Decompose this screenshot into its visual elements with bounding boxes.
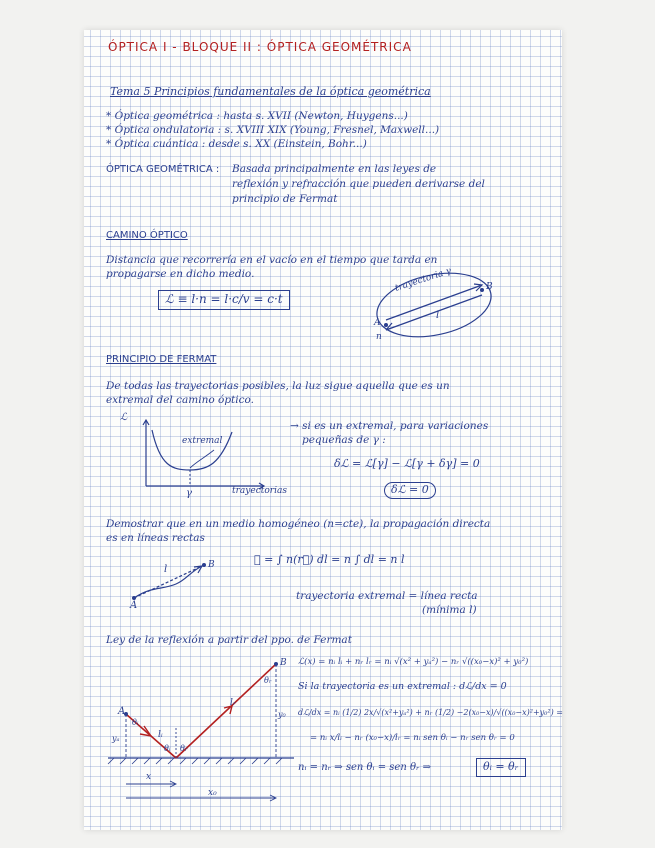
homog-label-A: A [130, 600, 138, 611]
fermat-gamma-label: γ [186, 488, 192, 499]
fermat-heading: PRINCIPIO DE FERMAT [106, 354, 217, 365]
homog-label-B: B [208, 560, 215, 570]
notebook-page [84, 30, 562, 830]
homog-res-1: trayectoria extremal = línea recta [296, 590, 478, 602]
bullet-3: * Óptica cuántica : desde s. XX (Einstein, Bohr...) [106, 138, 367, 150]
bullet-1: * Óptica geométrica : hasta s. XVII (Newton, Huygens...) [106, 110, 408, 122]
reflexion-result: θᵢ = θᵣ [476, 758, 526, 777]
bullet-2: * Óptica ondulatoria : s. XVIII XIX (Young, Fresnel, Maxwell...) [106, 124, 440, 136]
reflexion-label-ti: θᵢ [132, 718, 139, 727]
reflexion-label-B: B [280, 658, 287, 668]
geo-label: ÓPTICA GEOMÉTRICA : [106, 164, 220, 175]
camino-heading: CAMINO ÓPTICO [106, 230, 188, 241]
page-header: ÓPTICA I - BLOQUE II : ÓPTICA GEOMÉTRICA [108, 40, 412, 54]
camino-label-n: n [376, 332, 382, 342]
fermat-def-2: extremal del camino óptico. [106, 394, 254, 406]
reflexion-label-x: x [146, 772, 152, 782]
fermat-axis-x: trayectorias [232, 486, 287, 496]
homog-label-l: l [164, 564, 168, 575]
reflexion-eq-2: Si la trayectoria es un extremal : dℒ/dx = 0 [298, 681, 507, 692]
fermat-note-1: → si es un extremal, para variaciones [290, 420, 489, 432]
fermat-axis-y: ℒ [120, 412, 128, 423]
homog-diagram [124, 550, 224, 610]
geo-text-3: principio de Fermat [232, 193, 338, 205]
camino-formula: ℒ ≡ l·n = l·c/v = c·t [158, 290, 290, 310]
camino-def-1: Distancia que recorrería en el vacío en el tiempo que tarda en [106, 254, 438, 266]
fermat-note-2: pequeñas de γ : [302, 434, 386, 446]
reflexion-label-yb: y₀ [278, 710, 286, 719]
reflexion-eq-1: ℒ(x) = nᵢ lᵢ + nᵣ lᵣ = nᵢ √(x² + yₐ²) − nᵣ √((x₀−x)² + y₀²) [298, 657, 529, 667]
homog-res-2: (mínima l) [422, 604, 477, 616]
topic-title: Tema 5 Principios fundamentales de la óptica geométrica [110, 85, 431, 98]
homog-line-2: es en líneas rectas [106, 532, 205, 544]
reflexion-label-thi: θᵢ [164, 744, 171, 753]
fermat-eq-2: δℒ = 0 [384, 482, 436, 499]
reflexion-label-ya: yₐ [112, 734, 120, 743]
reflexion-label-lr: lᵣ [230, 698, 237, 708]
reflexion-label-tr: θᵣ [264, 676, 272, 685]
reflexion-eq-3: dℒ/dx = nᵢ (1/2) 2x/√(x²+yₐ²) + nᵣ (1/2) −2(x₀−x)/√((x₀−x)²+y₀²) = [298, 708, 563, 717]
fermat-extremal-label: extremal [182, 436, 223, 446]
homog-line-1: Demostrar que en un medio homogéneo (n=cte), la propagación directa [106, 518, 491, 530]
reflexion-label-A: A [118, 706, 126, 717]
fermat-def-1: De todas las trayectorias posibles, la luz sigue aquella que es un [106, 380, 450, 392]
reflexion-label-li: lᵢ [158, 730, 163, 740]
camino-traj-label: trayectoria γ [393, 266, 453, 294]
reflexion-heading: Ley de la reflexión a partir del ppo. de Fermat [106, 634, 352, 646]
reflexion-label-thr: θᵣ [180, 744, 188, 753]
fermat-eq-1: δℒ = ℒ[γ] − ℒ[γ + δγ] = 0 [334, 457, 480, 470]
camino-label-B: B [486, 282, 493, 292]
reflexion-eq-5: nᵢ = nᵣ ⇒ sen θᵢ = sen θᵣ ⇒ [298, 762, 431, 773]
reflexion-label-x0: x₀ [208, 788, 217, 798]
geo-text-2: reflexión y refracción que pueden derivarse del [232, 178, 485, 190]
reflexion-eq-4: = nᵢ x/lᵢ − nᵣ (x₀−x)/lᵣ = nᵢ sen θᵢ − nᵣ sen θᵣ = 0 [310, 733, 515, 743]
geo-text-1: Basada principalmente en las leyes de [232, 163, 437, 175]
camino-label-A: A [374, 318, 381, 328]
homog-eq: ℒ = ∫ n(r⃗) dl = n ∫ dl = n l [254, 553, 405, 566]
camino-label-l: l [436, 310, 440, 321]
camino-def-2: propagarse en dicho medio. [106, 268, 255, 280]
